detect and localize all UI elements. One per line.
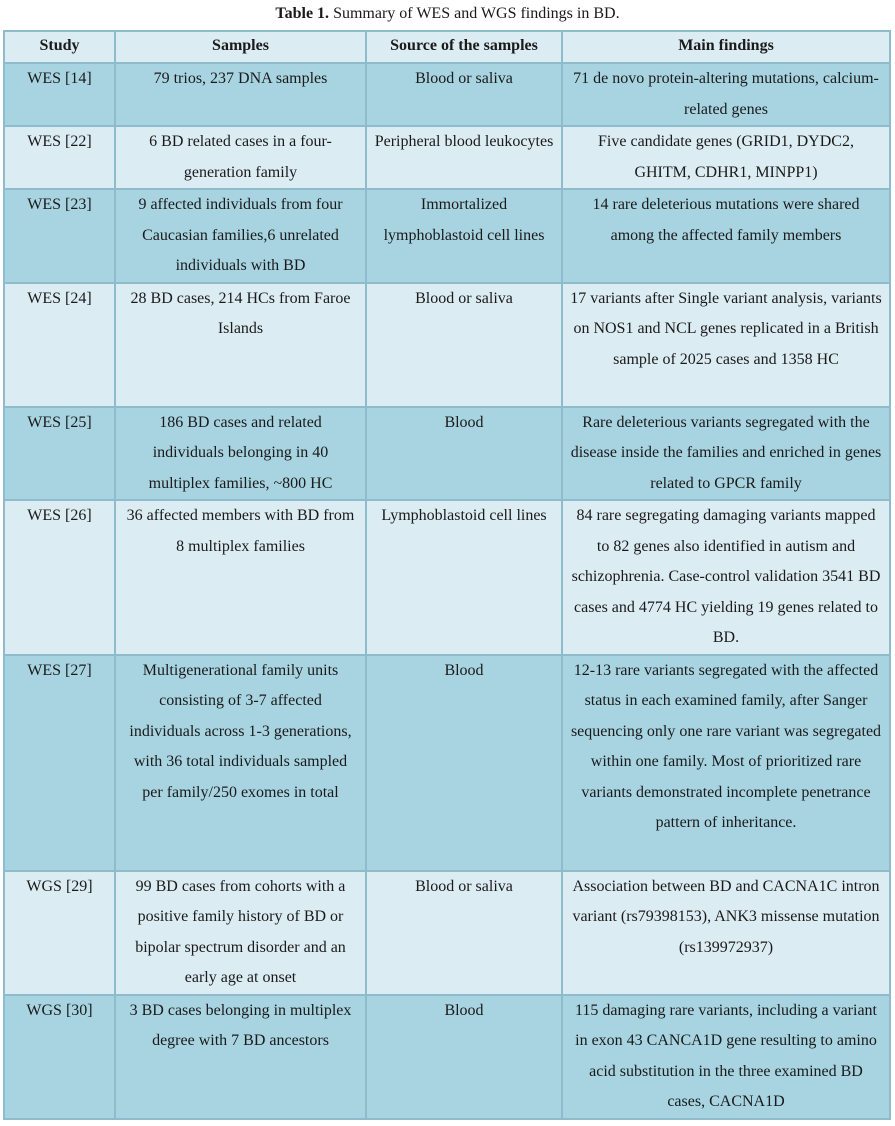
source-cell: Immortalized lymphoblastoid cell lines xyxy=(366,189,562,283)
table-caption-label: Table 1. xyxy=(275,5,330,22)
table-caption-text: Summary of WES and WGS findings in BD. xyxy=(329,5,620,22)
study-cell: WGS [29] xyxy=(4,871,115,995)
study-cell: WES [27] xyxy=(4,655,115,871)
findings-cell: 84 rare segregating damaging variants mapped to 82 genes also identified in autism and schizophrenia. Case-control validation 3541 BD cases and 4774 HC yielding 19 genes related to BD. xyxy=(562,500,890,655)
study-cell: WES [22] xyxy=(4,126,115,189)
findings-cell: 14 rare deleterious mutations were shared among the affected family members xyxy=(562,189,890,283)
study-cell: WES [23] xyxy=(4,189,115,283)
findings-cell: 12-13 rare variants segregated with the affected status in each examined family, after Sanger sequencing only one rare variant was segregated within one family. Most of prioritized rare variants demonstrated incomplete penetrance pattern of inheritance. xyxy=(562,655,890,871)
table-row xyxy=(4,500,890,655)
summary-table xyxy=(3,30,891,1120)
samples-cell: Multigenerational family units consisting of 3-7 affected individuals across 1-3 generations, with 36 total individuals sampled per family/250 exomes in total xyxy=(115,655,366,871)
table-row xyxy=(4,655,890,871)
source-cell: Blood or saliva xyxy=(366,63,562,126)
table-caption xyxy=(0,0,895,31)
study-cell: WES [25] xyxy=(4,407,115,501)
findings-cell: 115 damaging rare variants, including a variant in exon 43 CANCA1D gene resulting to amino acid substitution in the three examined BD cases, CACNA1D xyxy=(562,995,890,1119)
findings-cell: Association between BD and CACNA1C intron variant (rs79398153), ANK3 missense mutation (rs139972937) xyxy=(562,871,890,995)
source-cell: Blood xyxy=(366,655,562,871)
findings-cell: Rare deleterious variants segregated with the disease inside the families and enriched in genes related to GPCR family xyxy=(562,407,890,501)
source-cell: Blood or saliva xyxy=(366,283,562,407)
samples-cell: 99 BD cases from cohorts with a positive family history of BD or bipolar spectrum disorder and an early age at onset xyxy=(115,871,366,995)
findings-cell: 17 variants after Single variant analysis, variants on NOS1 and NCL genes replicated in a British sample of 2025 cases and 1358 HC xyxy=(562,283,890,407)
column-header-source: Source of the samples xyxy=(366,31,562,63)
table-row xyxy=(4,995,890,1119)
study-cell: WES [26] xyxy=(4,500,115,655)
samples-cell: 186 BD cases and related individuals belonging in 40 multiplex families, ~800 HC xyxy=(115,407,366,501)
source-cell: Lymphoblastoid cell lines xyxy=(366,500,562,655)
header-row xyxy=(4,31,890,63)
source-cell: Blood or saliva xyxy=(366,871,562,995)
samples-cell: 28 BD cases, 214 HCs from Faroe Islands xyxy=(115,283,366,407)
table-row xyxy=(4,283,890,407)
samples-cell: 6 BD related cases in a four-generation family xyxy=(115,126,366,189)
study-cell: WES [24] xyxy=(4,283,115,407)
table-row xyxy=(4,63,890,126)
samples-cell: 36 affected members with BD from 8 multiplex families xyxy=(115,500,366,655)
table-row xyxy=(4,189,890,283)
findings-cell: Five candidate genes (GRID1, DYDC2, GHITM, CDHR1, MINPP1) xyxy=(562,126,890,189)
study-cell: WES [14] xyxy=(4,63,115,126)
table-row xyxy=(4,407,890,501)
source-cell: Blood xyxy=(366,407,562,501)
table-row xyxy=(4,126,890,189)
source-cell: Blood xyxy=(366,995,562,1119)
samples-cell: 9 affected individuals from four Caucasian families,6 unrelated individuals with BD xyxy=(115,189,366,283)
findings-cell: 71 de novo protein-altering mutations, calcium-related genes xyxy=(562,63,890,126)
column-header-samples: Samples xyxy=(115,31,366,63)
column-header-study: Study xyxy=(4,31,115,63)
column-header-findings: Main findings xyxy=(562,31,890,63)
samples-cell: 79 trios, 237 DNA samples xyxy=(115,63,366,126)
samples-cell: 3 BD cases belonging in multiplex degree with 7 BD ancestors xyxy=(115,995,366,1119)
table-row xyxy=(4,871,890,995)
source-cell: Peripheral blood leukocytes xyxy=(366,126,562,189)
study-cell: WGS [30] xyxy=(4,995,115,1119)
